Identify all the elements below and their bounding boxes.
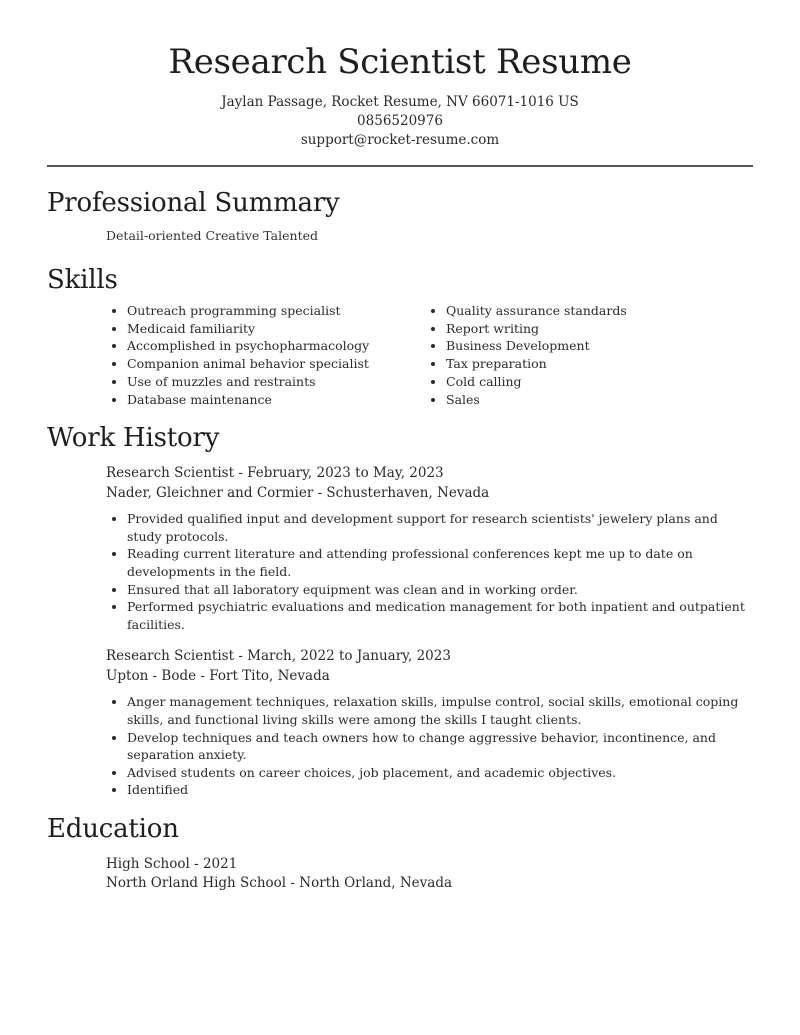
skill-item: • Business Development: [446, 337, 627, 355]
job-company-location: Nader, Gleichner and Cormier - Schusterhaven, Nevada: [106, 484, 490, 501]
contact-address: Jaylan Passage, Rocket Resume, NV 66071-1016 US: [221, 94, 579, 110]
work-history-section: [47, 422, 753, 799]
job-company-location: Upton - Bode - Fort Tito, Nevada: [106, 667, 330, 684]
job-entry: [106, 647, 753, 799]
job-bullet: • Anger management techniques, relaxation skills, impulse control, social skills, emotional coping skills, and functional living skills were among the skills I taught clients.: [127, 693, 753, 728]
header-divider: [47, 165, 753, 167]
skill-item: • Sales: [446, 391, 627, 409]
skill-item: • Use of muzzles and restraints: [127, 373, 425, 391]
section-heading-work: Work History: [47, 423, 220, 454]
skill-item: • Companion animal behavior specialist: [127, 355, 425, 373]
job-title-dates: Research Scientist - March, 2022 to January, 2023: [106, 648, 451, 665]
contact-email: support@rocket-resume.com: [300, 132, 500, 148]
skill-item: • Medicaid familiarity: [127, 320, 425, 338]
education-section: [47, 813, 753, 894]
job-bullets: [106, 693, 753, 799]
skill-item: • Accomplished in psychopharmacology: [127, 337, 425, 355]
resume-title: Research Scientist Resume: [168, 42, 632, 82]
skill-item: • Database maintenance: [127, 391, 425, 409]
skills-list-right: [425, 302, 627, 408]
contact-block: [47, 93, 753, 150]
job-bullet: • Performed psychiatric evaluations and medication management for both inpatient and outpatient facilities.: [127, 598, 753, 633]
skills-section: [47, 264, 753, 408]
professional-summary-section: [47, 187, 753, 244]
section-heading-summary: Professional Summary: [47, 188, 340, 218]
contact-phone: 0856520976: [357, 113, 443, 129]
section-heading-education: Education: [47, 813, 179, 844]
job-bullet: • Ensured that all laboratory equipment was clean and in working order.: [127, 581, 753, 599]
skill-item: • Quality assurance standards: [446, 302, 627, 320]
education-entry: [106, 855, 753, 894]
job-bullet: • Identified: [127, 781, 753, 799]
skill-item: • Tax preparation: [446, 355, 627, 373]
skills-list-left: [106, 302, 425, 408]
skill-item: • Report writing: [446, 320, 627, 338]
skills-columns: [106, 302, 753, 408]
skill-item: • Cold calling: [446, 373, 627, 391]
job-bullet: • Provided qualified input and development support for research scientists' jewelery plans and study protocols.: [127, 510, 753, 545]
job-entry: [106, 464, 753, 633]
education-school-location: North Orland High School - North Orland, Nevada: [106, 875, 453, 892]
summary-text: Detail-oriented Creative Talented: [106, 228, 318, 243]
job-title-dates: Research Scientist - February, 2023 to May, 2023: [106, 465, 444, 482]
section-heading-skills: Skills: [47, 265, 118, 295]
job-bullet: • Develop techniques and teach owners how to change aggressive behavior, incontinence, and separation anxiety.: [127, 729, 753, 764]
job-bullets: [106, 510, 753, 633]
job-bullet: • Reading current literature and attending professional conferences kept me up to date on developments in the field.: [127, 545, 753, 580]
skill-item: • Outreach programming specialist: [127, 302, 425, 320]
job-bullet: • Advised students on career choices, job placement, and academic objectives.: [127, 764, 753, 782]
education-degree-year: High School - 2021: [106, 855, 238, 872]
